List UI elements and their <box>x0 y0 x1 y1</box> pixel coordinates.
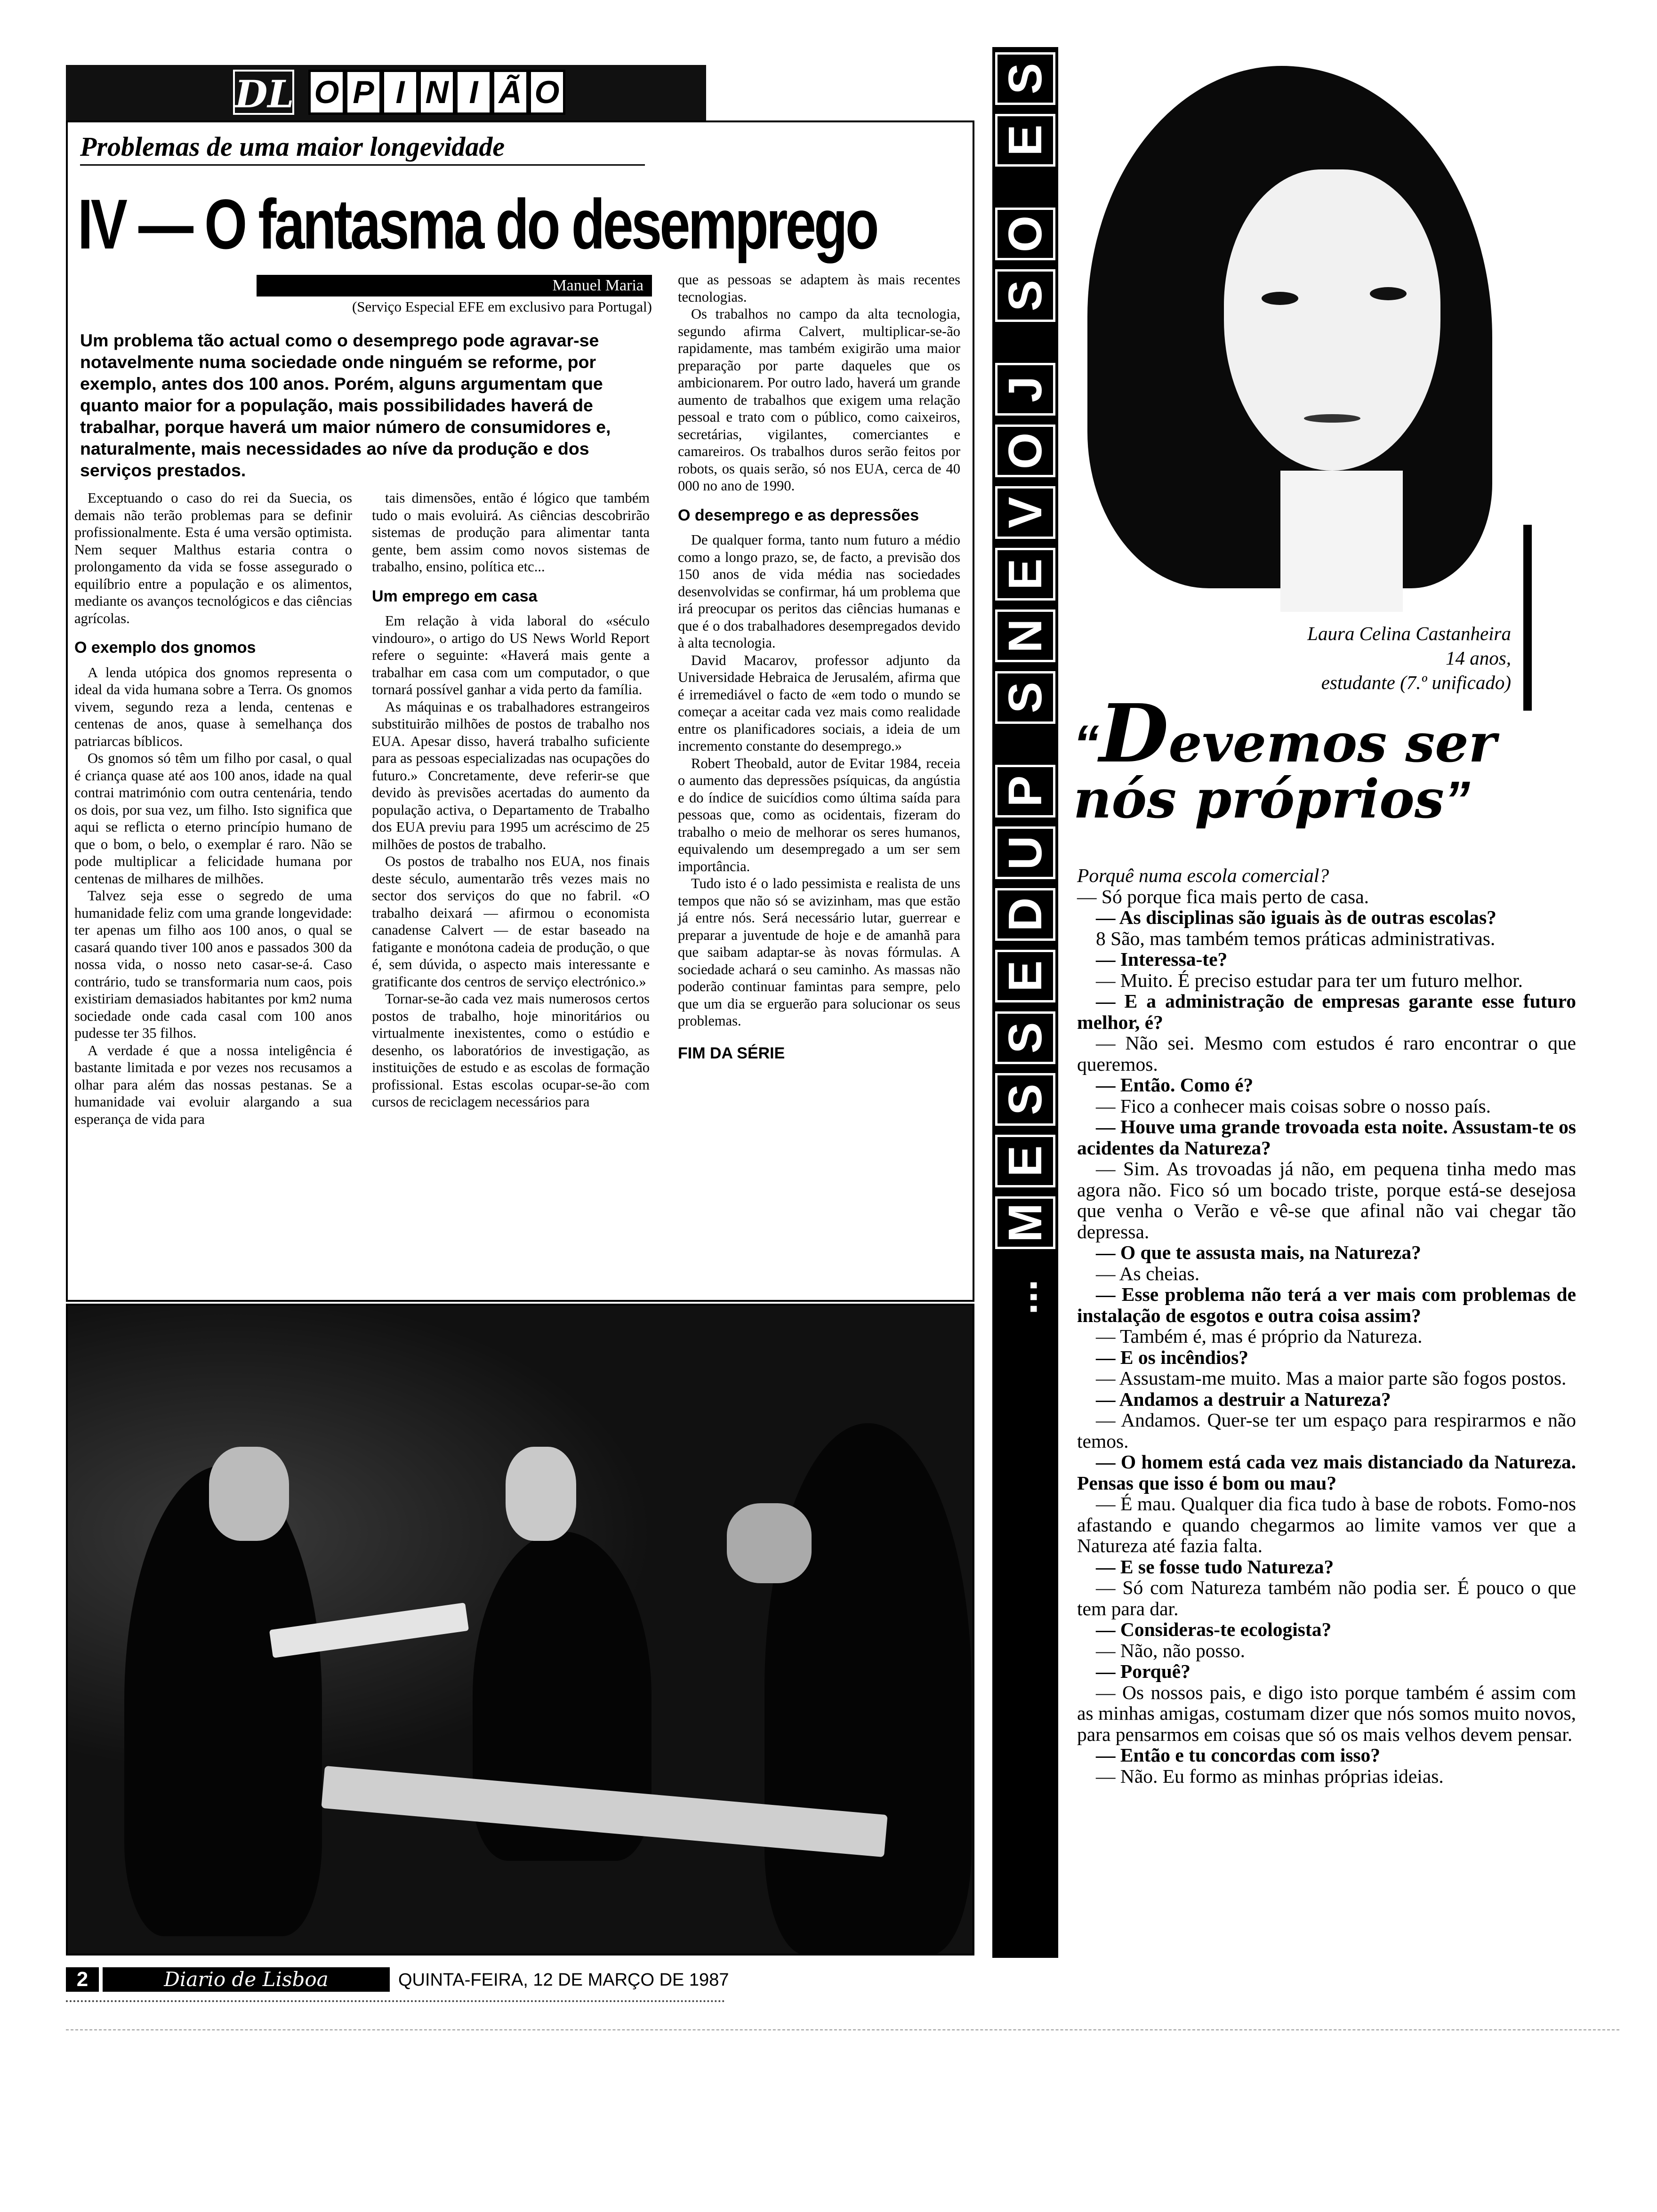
vertical-title-letter: S <box>995 269 1055 322</box>
portrait-eye <box>1370 287 1407 300</box>
section-letter: O <box>308 70 345 115</box>
vertical-title <box>992 47 1058 1958</box>
section-letter: O <box>529 70 565 115</box>
interview-answer: — Não sei. Mesmo com estudos é raro encontrar o que queremos. <box>1077 1032 1576 1075</box>
headline-part: evemos ser <box>1168 713 1496 774</box>
paragraph: Os trabalhos no campo da alta tecnologia, segundo afirma Calvert, multiplicar-se-ão rapidamente, mas também exigirão uma maior preparação por parte daqueles que os ambicionarem. Por outro lado, haverá um grande aumento de trabalhos que exigem uma relação pessoal e trato com o público, como caixeiros, secretárias, vigilantes, comerciantes e camareiros. Os trabalhos duros serão feitos por robots, os quais serão, só nos EUA, cerca de 40 000 no ano de 1990. <box>678 306 960 494</box>
section-letter: P <box>345 70 382 115</box>
interview-answer: — Não. Eu formo as minhas próprias ideias. <box>1096 1765 1444 1787</box>
photo-figure <box>124 1466 322 1936</box>
vertical-title-ellipsis: ... <box>999 1279 1046 1315</box>
newspaper-masthead: Diario de Lisboa <box>103 1967 390 1992</box>
subheading: Um emprego em casa <box>372 587 538 605</box>
paragraph: Tudo isto é o lado pessimista e realista de uns tempos que não só se avizinham, mas que estão já entre nós. Será necessário lutar, guerrear e preparar a juventude de hoje e de amanhã para que saibam adaptar-se às novas fórmulas. A sociedade achará o seu caminho. As massas não poderão continuar famintas para sempre, pelo que um dia se erguerão para solucionar os seus problemas. <box>678 875 960 1029</box>
article-headline: IV — O fantasma do desemprego <box>78 184 877 264</box>
vertical-title-letter: N <box>995 609 1055 662</box>
interview-question: — Esse problema não terá a ver mais com problemas de instalação de esgotos e outra coisa assim? <box>1077 1283 1576 1326</box>
interview-answer: — Não, não posso. <box>1096 1639 1245 1661</box>
vertical-title-letter: M <box>995 1196 1055 1249</box>
paragraph: Em relação à vida laboral do «século vindouro», o artigo do US News World Report refere o seguinte: «Haverá mais gente a trabalhar em casa com um computador, o que tornará possível ganhar a vida perto da família. <box>372 613 650 697</box>
interview-question: — O que te assusta mais, na Natureza? <box>1096 1242 1421 1263</box>
interview-answer: — Assustam-me muito. Mas a maior parte são fogos postos. <box>1096 1367 1567 1389</box>
paragraph: Os postos de trabalho nos EUA, nos finais deste século, aumentarão três vezes mais no sector dos serviços do que no fabril. «O trabalho deixará — afirmou o economista canadense Calvert — de estar baseado na fatigante e monótona cadeia de produção, o que é, sem dúvida, o aspecto mais interessante e gratificante dos centros de serviço electrónico.» <box>372 853 650 990</box>
portrait-mouth <box>1304 414 1360 423</box>
interview-question: — E se fosse tudo Natureza? <box>1096 1555 1334 1578</box>
article-lead: Um problema tão actual como o desemprego pode agravar-se notavelmente numa sociedade onde ninguém se reforme, por exemplo, antes dos 100 anos. Porém, alguns argumentam que quanto maior for a população, mais possibilidades haverá de trabalhar, porque haverá um maior número de consumidores e, naturalmente, mais necessidades ao níve da produção e dos serviços prestados. <box>80 330 611 480</box>
article-column-1 <box>74 489 352 1128</box>
interview-question: — E a administração de empresas garante esse futuro melhor, é? <box>1077 990 1576 1033</box>
vertical-title-letter: D <box>995 888 1055 941</box>
article-column-3 <box>678 271 960 1062</box>
close-quote: ” <box>1444 771 1470 829</box>
paragraph: Tornar-se-ão cada vez mais numerosos certos postos de trabalho, hoje minoritários ou virtualmente inexistentes, como o estúdio e desenho, os laboratórios de investigação, as instituições de estudo e as escolas de formação profissional. Estas escolas ocupar-se-ão com cursos de reciclagem necessários para <box>372 991 650 1110</box>
interview-question: — O homem está cada vez mais distanciado da Natureza. Pensas que isso é bom ou mau? <box>1077 1451 1576 1494</box>
portrait-eye <box>1262 292 1298 305</box>
interview-question: — Então e tu concordas com isso? <box>1096 1744 1381 1766</box>
footer-rule <box>66 2000 725 2002</box>
interview-answer: — Também é, mas é próprio da Natureza. <box>1096 1325 1423 1347</box>
vertical-title-letter: E <box>995 1135 1055 1187</box>
interview-question: — Andamos a destruir a Natureza? <box>1096 1388 1391 1410</box>
paragraph: As máquinas e os trabalhadores estrangeiros substituirão milhões de postos de trabalho nos EUA. Apesar disso, haverá trabalho suficiente para as pessoas especializadas nas ocupações do futuro.» Concretamente, deve referir-se que devido às previsões acertadas do aumento da população activa, o Departamento de Trabalho dos EUA previu para 1995 um acréscimo de 25 milhões de postos de trabalho. <box>372 698 650 852</box>
article-author: Manuel Maria <box>257 275 652 297</box>
paragraph: Talvez seja esse o segredo de uma humanidade feliz com uma grande longevidade: ter apenas um filho aos 100 anos, o qual se casará quando tiver 100 anos e passados 300 da nossa vida, o nosso neto casar-se-á. Caso contrário, tudo se transformaria num caos, pois existiriam demasiados habitantes por km2 numa sociedade onde cada casal com 100 anos pudesse ter 35 filhos. <box>74 888 352 1041</box>
open-quote: “ <box>1073 715 1099 773</box>
caption-age: 14 anos, <box>1446 647 1511 669</box>
vertical-title-letter: S <box>995 671 1055 724</box>
caption-role: estudante (7.º unificado) <box>1321 672 1511 693</box>
vertical-title-letter: U <box>995 826 1055 879</box>
interview-question: — Houve uma grande trovoada esta noite. Assustam-te os acidentes da Natureza? <box>1077 1116 1576 1159</box>
photo-face <box>506 1447 576 1541</box>
caption-name: Laura Celina Castanheira <box>1307 623 1511 644</box>
interview-question: — E os incêndios? <box>1096 1346 1248 1368</box>
section-title-opiniao <box>308 70 565 115</box>
interview-question: — Consideras-te ecologista? <box>1096 1619 1332 1640</box>
photo-figure <box>764 1423 972 1955</box>
vertical-title-letter: V <box>995 486 1055 539</box>
issue-date: QUINTA-FEIRA, 12 DE MARÇO DE 1987 <box>398 1970 729 1990</box>
page-number: 2 <box>66 1967 99 1992</box>
paragraph: Robert Theobald, autor de Evitar 1984, receia o aumento das depressões psíquicas, da angústia e do índice de suicídios como última saída para pessoas que, como as ocidentais, fizeram do trabalho o meio de melhorar os seres humanos, equivalendo um desempregado a um ser sem importância. <box>678 755 960 874</box>
vertical-title-letter: S <box>995 52 1055 105</box>
page-bottom-rule <box>66 2029 1619 2030</box>
interview-answer: 8 São, mas também temos práticas administrativas. <box>1096 927 1496 949</box>
vertical-title-letter: E <box>995 548 1055 601</box>
portrait-caption <box>1205 621 1511 695</box>
vertical-title-letter: S <box>995 1073 1055 1126</box>
portrait-face <box>1224 169 1440 471</box>
interview-answer: — Só porque fica mais perto de casa. <box>1077 885 1369 907</box>
vertical-title-letter: O <box>995 208 1055 260</box>
paragraph: tais dimensões, então é lógico que também tudo o mais evoluirá. As ciências descobrirão sistemas de produção para alimentar tanta gente, bem assim como novos sistemas de trabalho, ensino, política etc... <box>372 490 650 575</box>
article-kicker: Problemas de uma maior longevidade <box>80 131 645 166</box>
caption-bar <box>1523 525 1532 711</box>
interview-answer: — É mau. Qualquer dia fica tudo à base de robots. Fomo-nos afastando e quando chegarmos ao limite vamos ver que a Natureza até fazia falta. <box>1077 1493 1576 1556</box>
paragraph: A verdade é que a nossa inteligência é bastante limitada e por vezes nos recusamos a olhar para além das nossas pestanas. Se a humanidade vai evoluir alargando a sua esperança de vida para <box>74 1042 352 1127</box>
paragraph: David Macarov, professor adjunto da Universidade Hebraica de Jerusalém, afirma que é irremediável o facto de «em todo o mundo se começar a aceitar cada vez mais como realidade entre os planificadores sociais, a ideia de um incremento constante do desemprego.» <box>678 652 960 754</box>
interview-answer: — Sim. As trovoadas já não, em pequena tinha medo mas agora não. Fico só um bocado triste, porque está-se desejosa que venha o Verão e vê-se que afinal não vai chegar tão depressa. <box>1077 1158 1576 1242</box>
headline-part: nós próprios <box>1073 769 1444 830</box>
interview-question: — Então. Como é? <box>1096 1074 1254 1096</box>
portrait-neck <box>1280 471 1403 612</box>
interview-answer: — Muito. É preciso estudar para ter um futuro melhor. <box>1096 969 1523 991</box>
feature-headline <box>1073 687 1577 830</box>
interview-answer: — Fico a conhecer mais coisas sobre o nosso país. <box>1096 1095 1491 1117</box>
interview-opening-question: Porquê numa escola comercial? <box>1077 865 1329 886</box>
interview-answer: — Só com Natureza também não podia ser. É pouco o que tem para dar. <box>1077 1577 1576 1619</box>
interview-question: — Interessa-te? <box>1096 948 1228 970</box>
section-letter: Ã <box>492 70 529 115</box>
paragraph: Exceptuando o caso do rei da Suecia, os demais não terão problemas para se definir profissionalmente. Esta é uma versão optimista. Nem sequer Malthus estaria contra o prolongamento da vida se fosse assegurado o equilíbrio entre a população e os alimentos, mediante os avanços tecnológicos e das ciências agrícolas. <box>74 490 352 626</box>
photo-face <box>209 1447 289 1541</box>
vertical-title-letter: E <box>995 950 1055 1002</box>
subheading: O exemplo dos gnomos <box>74 639 256 657</box>
interview-answer: — Andamos. Quer-se ter um espaço para respirarmos e não temos. <box>1077 1409 1576 1452</box>
interview-question: — Porquê? <box>1096 1660 1190 1682</box>
paragraph: Os gnomos só têm um filho por casal, o qual é criança quase até aos 100 anos, idade na qual contrai matrimónio com outra centenária, tendo os dois, por sua vez, um filho. Isto significa que aqui se reflicta o eterno princípio humano de que o bom, o belo, o exemplar é raro. Não se pode multiplicar a felicidade humana por centenas de milhares de milhões. <box>74 750 352 887</box>
section-letter: I <box>455 70 492 115</box>
paragraph: A lenda utópica dos gnomos representa o ideal da vida humana sobre a Terra. Os gnomos vivem, segundo reza a lenda, centenas e centenas de anos, quase à semelhança dos patriarcas bíblicos. <box>74 664 352 749</box>
section-letter: N <box>418 70 455 115</box>
vertical-title-letter: J <box>995 363 1055 416</box>
article-column-2 <box>372 489 650 1111</box>
article-service-note: (Serviço Especial EFE em exclusivo para Portugal) <box>352 298 652 315</box>
section-letter: I <box>382 70 418 115</box>
vertical-title-letter: P <box>995 765 1055 817</box>
paragraph: que as pessoas se adaptem às mais recentes tecnologias. <box>678 272 960 305</box>
vertical-title-letter: O <box>995 425 1055 477</box>
end-of-series: FIM DA SÉRIE <box>678 1044 785 1062</box>
subheading: O desemprego e as depressões <box>678 506 919 524</box>
interview-answer: — As cheias. <box>1096 1262 1200 1284</box>
photo-face <box>727 1503 812 1583</box>
drop-letter: D <box>1099 687 1169 781</box>
newspaper-logo: DL <box>233 70 294 115</box>
vertical-title-letter: E <box>995 114 1055 167</box>
vertical-title-letter: S <box>995 1011 1055 1064</box>
interview-text <box>1077 865 1576 1787</box>
paragraph: De qualquer forma, tanto num futuro a médio como a longo prazo, se, de facto, a previsão dos 150 anos de vida média nas sociedades desenvolvidas se confirmar, há um problema que irá preocupar os peritos das ciências humanas e que é o dos trabalhadores desempregados devido à alta tecnologia. <box>678 532 960 651</box>
interview-question: — As disciplinas são iguais às de outras escolas? <box>1096 906 1496 928</box>
article-photo <box>66 1304 974 1956</box>
interview-answer: — Os nossos pais, e digo isto porque também é assim com as minhas amigas, costumam dizer que nós somos muito novos, para pensarmos em coisas que só os mais velhos devem pensar. <box>1077 1681 1576 1745</box>
